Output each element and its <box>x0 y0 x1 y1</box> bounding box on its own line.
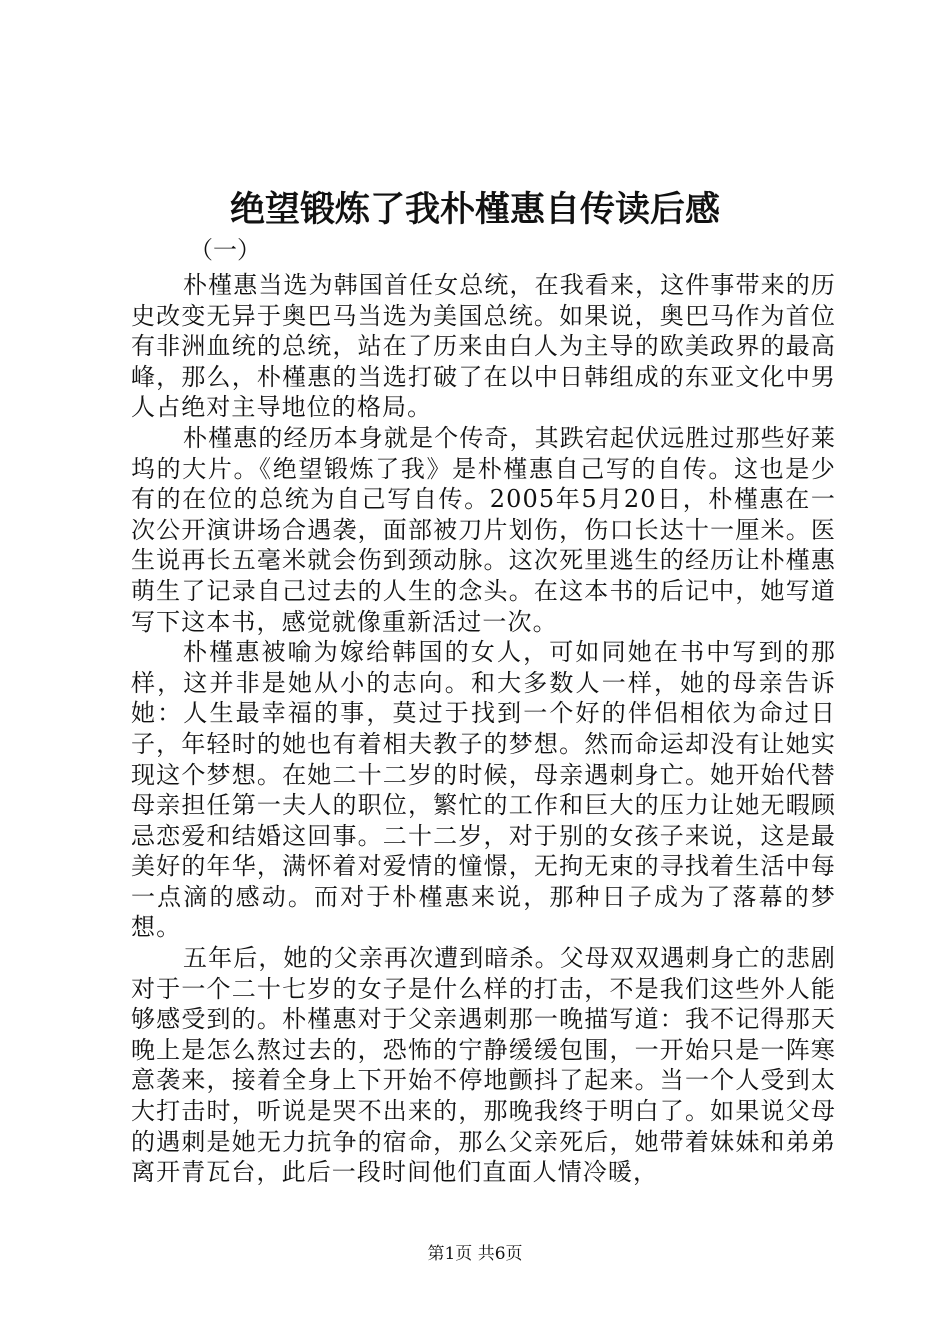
page-footer: 第1页 共6页 <box>427 1244 523 1264</box>
paragraph: 五年后，她的父亲再次遭到暗杀。父母双双遇刺身亡的悲剧对于一个二十七岁的女子是什么样的打击，不是我们这些外人能够感受到的。朴槿惠对于父亲遇刺那一晚描写道：我不记得那天晚上是怎么熬过去的，恐怖的宁静缓缓包围，一开始只是一阵寒意袭来，接着全身上下开始不停地颤抖了起来。当一个人受到太大打击时，听说是哭不出来的，那晚我终于明白了。如果说父母的遇刺是她无力抗争的宿命，那么父亲死后，她带着妹妹和弟弟离开青瓦台，此后一段时间他们直面人情冷暖， <box>131 944 836 1187</box>
paragraph: 朴槿惠当选为韩国首任女总统，在我看来，这件事带来的历史改变无异于奥巴马当选为美国总统。如果说，奥巴马作为首位有非洲血统的总统，站在了历来由白人为主导的欧美政界的最高峰，那么，朴槿惠的当选打破了在以中日韩组成的东亚文化中男人占绝对主导地位的格局。 <box>131 271 836 422</box>
document-body <box>131 270 836 1188</box>
page-title: 绝望锻炼了我朴槿惠自传读后感 <box>229 189 720 230</box>
section-label: （一） <box>189 236 261 264</box>
paragraph: 朴槿惠的经历本身就是个传奇，其跌宕起伏远胜过那些好莱坞的大片。《绝望锻炼了我》是朴槿惠自己写的自传。这也是少有的在位的总统为自己写自传。2005年5月20日，朴槿惠在一次公开演讲场合遇袭，面部被刀片划伤，伤口长达十一厘米。医生说再长五毫米就会伤到颈动脉。这次死里逃生的经历让朴槿惠萌生了记录自己过去的人生的念头。在这本书的后记中，她写道写下这本书，感觉就像重新活过一次。 <box>131 423 836 636</box>
paragraph: 朴槿惠被喻为嫁给韩国的女人，可如同她在书中写到的那样，这并非是她从小的志向。和大多数人一样，她的母亲告诉她：人生最幸福的事，莫过于找到一个好的伴侣相依为命过日子，年轻时的她也有着相夫教子的梦想。然而命运却没有让她实现这个梦想。在她二十二岁的时候，母亲遇刺身亡。她开始代替母亲担任第一夫人的职位，繁忙的工作和巨大的压力让她无暇顾忌恋爱和结婚这回事。二十二岁，对于别的女孩子来说，这是最美好的年华，满怀着对爱情的憧憬，无拘无束的寻找着生活中每一点滴的感动。而对于朴槿惠来说，那种日子成为了落幕的梦想。 <box>131 638 836 942</box>
